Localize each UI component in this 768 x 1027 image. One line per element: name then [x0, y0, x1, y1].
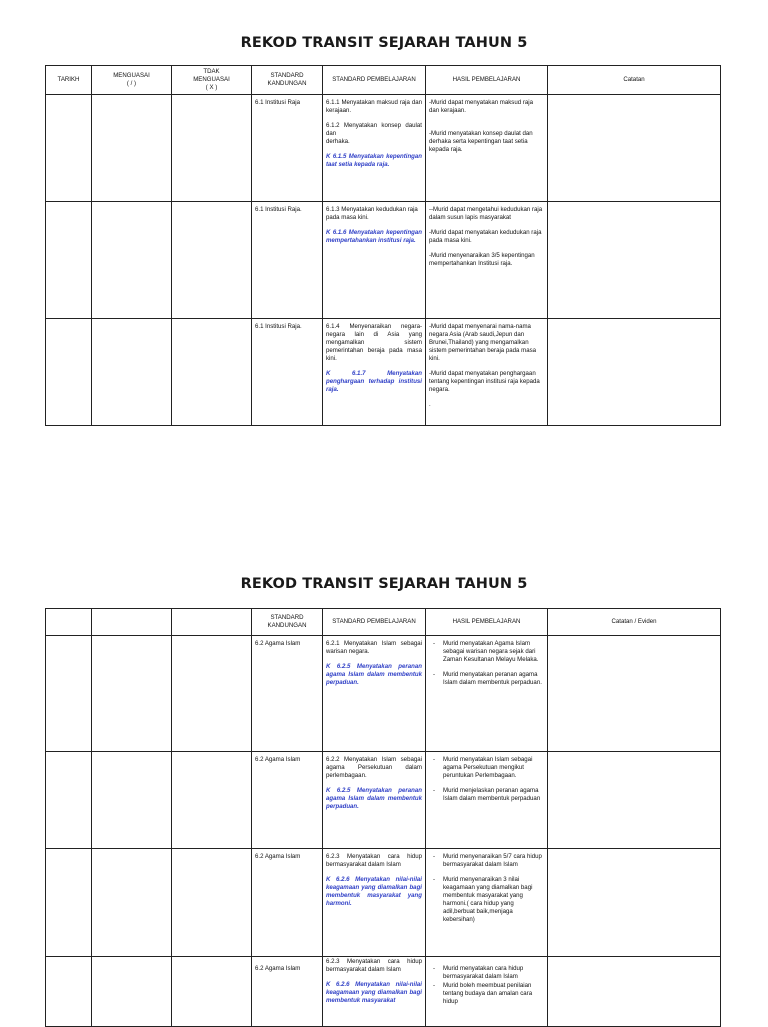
- cell-tarikh[interactable]: [46, 752, 92, 849]
- hp-text: -Murid dapat menyenarai nama-nama negara Asia (Arab saudi,Jepun dan Brunei,Thailand) yang mengamalkan sistem pemerintahan beraja pada masa kini.: [429, 323, 537, 363]
- header-catatan: Catatan: [548, 66, 721, 95]
- hp-text: -Murid dapat menyatakan penghargaan tentang kepentingan institusi raja kepada negara.: [429, 370, 540, 394]
- cell-tarikh[interactable]: [46, 202, 92, 319]
- cell-tidak-menguasai[interactable]: [172, 752, 252, 849]
- cell-menguasai[interactable]: [92, 636, 172, 752]
- cell-menguasai[interactable]: [92, 319, 172, 426]
- header-standard-pembelajaran: STANDARD PEMBELAJARAN: [323, 609, 426, 636]
- cell-tidak-menguasai[interactable]: [172, 202, 252, 319]
- sp-text: 6.1.2 Menyatakan konsep daulat dan derhaka.: [326, 122, 422, 146]
- list-item: - Murid menyatakan cara hidup bermasyarakat dalam Islam: [433, 965, 524, 981]
- list-item: - Murid menjelaskan peranan agama Islam dalam membentuk perpaduan: [433, 787, 541, 803]
- cell-catatan[interactable]: [548, 319, 721, 426]
- sp-text: 6.1.3 Menyatakan kedudukan raja pada masa kini.: [326, 206, 418, 222]
- cell-menguasai[interactable]: [92, 849, 172, 957]
- sp-k-text: K 6.1.7 Menyatakan penghargaan terhadap institusi raja.: [326, 370, 422, 394]
- cell-catatan[interactable]: [548, 957, 721, 1027]
- sp-k-text: K 6.1.6 Menyatakan kepentingan mempertahankan institusi raja.: [326, 229, 422, 245]
- cell-tarikh[interactable]: [46, 957, 92, 1027]
- sp-text: 6.1.4 Menyenaraikan negara-negara lain di Asia yang mengamalkan sistem pemerintahan beraja pada masa kini.: [326, 323, 422, 363]
- table-row: [46, 95, 721, 202]
- sp-text: 6.2.3 Menyatakan cara hidup bermasyarakat dalam Islam: [326, 853, 422, 869]
- header-hasil-pembelajaran: HASIL PEMBELAJARAN: [426, 609, 548, 636]
- table-row: [46, 752, 721, 849]
- sp-k-text: K 6.2.5 Menyatakan peranan agama Islam dalam membentuk perpaduan.: [326, 663, 422, 687]
- header-hasil-pembelajaran: HASIL PEMBELAJARAN: [426, 66, 548, 95]
- table-row: [46, 202, 721, 319]
- cell-catatan[interactable]: [548, 849, 721, 957]
- header-catatan: Catatan / Eviden: [548, 609, 721, 636]
- list-item: - Murid menyenaraikan 5/7 cara hidup bermasyarakat dalam Islam: [433, 853, 542, 869]
- cell-hasil-pembelajaran: [426, 95, 548, 202]
- cell-standard-pembelajaran: [323, 957, 426, 1027]
- cell-hasil-pembelajaran: [426, 752, 548, 849]
- header-tidak-menguasai: TDAK MENGUASAI ( X ): [172, 66, 252, 95]
- cell-tidak-menguasai[interactable]: [172, 636, 252, 752]
- cell-standard-kandungan: 6.1 Institusi Raja.: [252, 202, 323, 319]
- cell-catatan[interactable]: [548, 95, 721, 202]
- cell-hasil-pembelajaran: [426, 202, 548, 319]
- cell-hasil-pembelajaran: [426, 849, 548, 957]
- hp-text: .: [429, 401, 431, 409]
- sp-text: 6.2.1 Menyatakan Islam sebagai warisan negara.: [326, 640, 422, 656]
- cell-hasil-pembelajaran: [426, 319, 548, 426]
- table-row: [46, 849, 721, 957]
- header-blank: [92, 609, 172, 636]
- cell-tarikh[interactable]: [46, 849, 92, 957]
- sp-k-text: K 6.2.6 Menyatakan nilai-nilai keagamaan yang diamalkan bagi membentuk masyarakat: [326, 981, 422, 1005]
- cell-standard-kandungan: 6.2 Agama Islam: [252, 849, 323, 957]
- cell-hasil-pembelajaran: [426, 957, 548, 1027]
- cell-catatan[interactable]: [548, 202, 721, 319]
- sp-k-text: K 6.2.6 Menyatakan nilai-nilai keagamaan yang diamalkan bagi membentuk masyarakat yang harmoni.: [326, 876, 422, 908]
- cell-standard-pembelajaran: [323, 319, 426, 426]
- header-blank: [46, 609, 92, 636]
- list-item: - Murid menyatakan Agama Islam sebagai warisan negara sejak dari Zaman Kesultanan Melayu Melaka.: [433, 640, 539, 664]
- cell-tarikh[interactable]: [46, 319, 92, 426]
- cell-tidak-menguasai[interactable]: [172, 95, 252, 202]
- cell-standard-kandungan: 6.1 Institusi Raja.: [252, 319, 323, 426]
- cell-tidak-menguasai[interactable]: [172, 319, 252, 426]
- header-menguasai: MENGUASAI ( / ): [92, 66, 172, 95]
- list-item: - Murid menyatakan Islam sebagai agama Persekutuan mengikut peruntukan Perlembagaan.: [433, 756, 533, 780]
- cell-standard-kandungan: 6.2 Agama Islam: [252, 752, 323, 849]
- hp-text: -Murid dapat menyatakan kedudukan raja pada masa kini.: [429, 229, 542, 245]
- cell-menguasai[interactable]: [92, 95, 172, 202]
- cell-catatan[interactable]: [548, 752, 721, 849]
- sp-text: 6.1.1 Menyatakan maksud raja dan kerajaan.: [326, 99, 422, 115]
- sp-k-text: K 6.1.5 Menyatakan kepentingan taat setia kepada raja.: [326, 153, 422, 169]
- sp-text: 6.2.3 Menyatakan cara hidup bermasyarakat dalam Islam: [326, 958, 422, 974]
- page-title: REKOD TRANSIT SEJARAH TAHUN 5: [240, 576, 528, 592]
- record-table: [45, 65, 721, 426]
- hp-text: --Murid dapat mengetahui kedudukan raja dalam susun lapis masyarakat: [429, 206, 543, 222]
- cell-standard-pembelajaran: [323, 752, 426, 849]
- sp-k-text: K 6.2.5 Menyatakan peranan agama Islam dalam membentuk perpaduan.: [326, 787, 422, 811]
- cell-menguasai[interactable]: [92, 752, 172, 849]
- cell-standard-pembelajaran: [323, 636, 426, 752]
- cell-tidak-menguasai[interactable]: [172, 957, 252, 1027]
- cell-catatan[interactable]: [548, 636, 721, 752]
- header-standard-kandungan: STANDARD KANDUNGAN: [252, 609, 323, 636]
- table-row: [46, 636, 721, 752]
- table-row: [46, 319, 721, 426]
- cell-standard-kandungan: 6.2 Agama Islam: [252, 957, 323, 1027]
- cell-standard-pembelajaran: [323, 202, 426, 319]
- sp-text: 6.2.2 Menyatakan Islam sebagai agama Persekutuan dalam perlembagaan.: [326, 756, 422, 780]
- header-blank: [172, 609, 252, 636]
- cell-menguasai[interactable]: [92, 957, 172, 1027]
- list-item: - Murid boleh meembuat penilaian tentang budaya dan amalan cara hidup: [433, 982, 533, 1006]
- cell-standard-pembelajaran: [323, 849, 426, 957]
- cell-menguasai[interactable]: [92, 202, 172, 319]
- header-standard-pembelajaran: STANDARD PEMBELAJARAN: [323, 66, 426, 95]
- cell-tarikh[interactable]: [46, 95, 92, 202]
- cell-standard-pembelajaran: [323, 95, 426, 202]
- page-title: REKOD TRANSIT SEJARAH TAHUN 5: [240, 35, 528, 51]
- list-item: - Murid menyenaraikan 3 nilai keagamaan yang diamalkan bagi membentuk masyarakat yang harmoni.( cara hidup yang adil,berbuat baik,menjaga kebersihan): [433, 876, 533, 924]
- record-table: [45, 608, 721, 1027]
- table-row: [46, 957, 721, 1027]
- hp-text: -Murid menyatakan konsep daulat dan derhaka serta kepentingan taat setia kepada raja.: [429, 130, 533, 154]
- hp-text: -Murid dapat menyatakan maksud raja dan kerajaan.: [429, 99, 533, 115]
- cell-tidak-menguasai[interactable]: [172, 849, 252, 957]
- list-item: - Murid menyatakan peranan agama Islam dalam membentuk perpaduan.: [433, 671, 542, 687]
- cell-standard-kandungan: 6.2 Agama Islam: [252, 636, 323, 752]
- cell-standard-kandungan: 6.1 Institusi Raja: [252, 95, 323, 202]
- cell-tarikh[interactable]: [46, 636, 92, 752]
- hp-text: -Murid menyenaraikan 3/5 kepentingan mempertahankan Institusi raja.: [429, 252, 535, 268]
- header-standard-kandungan: STANDARD KANDUNGAN: [252, 66, 323, 95]
- header-tarikh: TARIKH: [46, 66, 92, 95]
- cell-hasil-pembelajaran: [426, 636, 548, 752]
